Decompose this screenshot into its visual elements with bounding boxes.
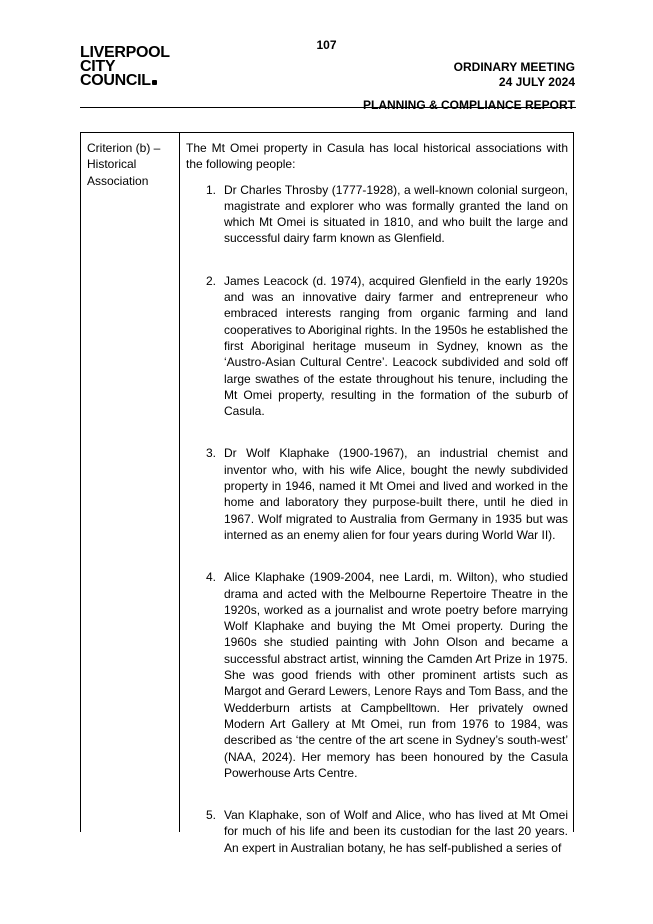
- logo-dot-icon: [152, 80, 157, 85]
- header-divider: [80, 107, 576, 108]
- meeting-date: 24 JULY 2024: [498, 75, 575, 89]
- criterion-intro: The Mt Omei property in Casula has local historical associations with the following people:: [186, 141, 568, 172]
- list-item-text: Alice Klaphake (1909-2004, nee Lardi, m. Wilton), who studied drama and acted with the Melbourne Repertoire Theatre in the 1920s, worked as a journalist and wrote poetry before marrying Wolf Klaphake and buying the Mt Omei property. During the 1960s she studied painting with John Olson and became a successful abstract artist, winning the Camden Art Prize in 1975. She was good friends with other prominent artists such as Margot and Gerard Lewers, Lenore Rays and Tom Bass, and the Wedderburn artists at Campbelltown. Her privately owned Modern Art Gallery at Mt Omei, run from 1976 to 1984, was described as ‘the centre of the art scene in Sydney’s south-west’ (NAA, 2024). Her memory has been honoured by the Casula Powerhouse Arts Centre.: [224, 570, 568, 780]
- logo-line-3: COUNCIL: [80, 72, 151, 89]
- association-list: [186, 182, 568, 856]
- council-logo: [80, 46, 170, 88]
- report-title: PLANNING & COMPLIANCE REPORT: [362, 98, 575, 112]
- logo-line-2: CITY: [80, 58, 116, 75]
- list-item-text: Van Klaphake, son of Wolf and Alice, who has lived at Mt Omei for much of his life and been its custodian for the last 20 years. An expert in Australian botany, he has self-published a series of: [224, 808, 568, 855]
- list-item: [186, 273, 568, 420]
- report-header: [363, 60, 575, 113]
- list-item: [186, 182, 568, 247]
- criterion-label: Criterion (b) – Historical Association: [81, 133, 180, 832]
- list-item: [186, 445, 568, 543]
- list-item-text: James Leacock (d. 1974), acquired Glenfield in the early 1920s and was an innovative dairy farmer and entrepreneur who embraced interests ranging from organic farming and land cooperatives to Aboriginal rights. In the 1950s he established the first Aboriginal heritage museum in Sydney, known as the ‘Austro-Asian Cultural Centre’. Leacock subdivided and sold off large swathes of the estate throughout his tenure, including the Mt Omei property, resulting in the formation of the suburb of Casula.: [224, 273, 568, 419]
- list-item-number: 1.: [205, 182, 216, 197]
- list-item-number: 4.: [205, 570, 216, 585]
- criterion-content: [180, 133, 573, 855]
- page-number: 107: [316, 38, 337, 52]
- criterion-table: [80, 132, 574, 855]
- list-item-number: 2.: [205, 273, 216, 288]
- list-item-text: Dr Wolf Klaphake (1900-1967), an industrial chemist and inventor who, with his wife Alice, bought the newly subdivided property in 1946, named it Mt Omei and lived and worked in the home and laboratory they purpose-built there, until he died in 1967. Wolf migrated to Australia from Germany in 1935 but was interned as an enemy alien for four years during World War II).: [224, 446, 568, 542]
- logo-line-1: LIVERPOOL: [80, 44, 170, 61]
- list-item: [186, 807, 568, 856]
- list-item-number: 3.: [205, 446, 216, 461]
- meeting-title: ORDINARY MEETING: [453, 60, 575, 74]
- list-item-number: 5.: [205, 808, 216, 823]
- list-item-text: Dr Charles Throsby (1777-1928), a well-known colonial surgeon, magistrate and explorer who was formally granted the land on which Mt Omei is situated in 1810, and who built the large and successful dairy farm known as Glenfield.: [224, 182, 568, 246]
- list-item: [186, 569, 568, 781]
